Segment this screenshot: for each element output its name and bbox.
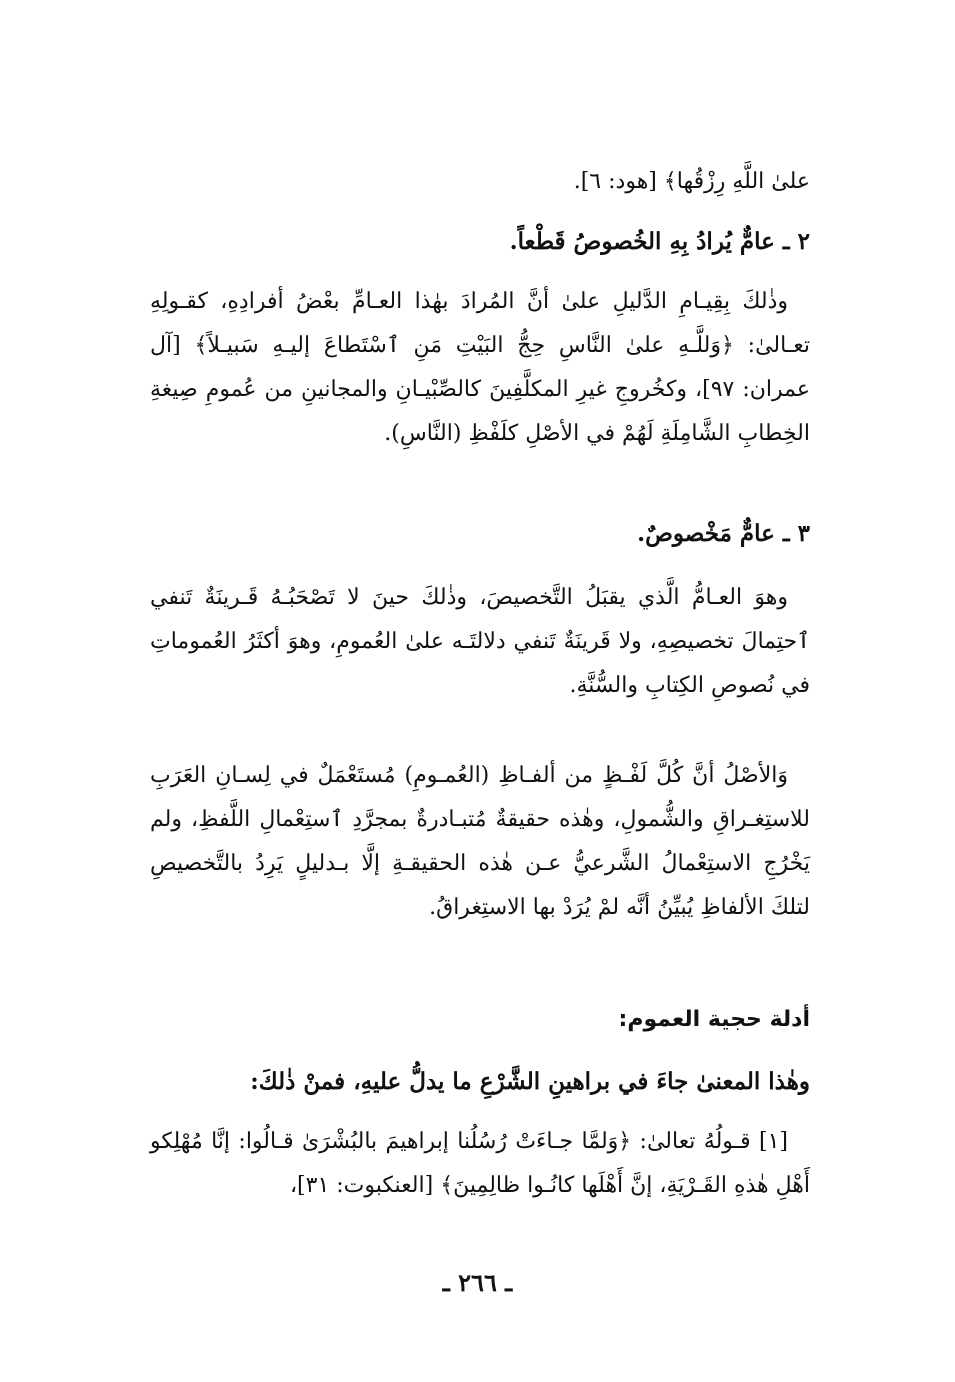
continuation-line: علىٰ اللَّهِ رِزْقُها﴾ [هود: ٦]. <box>573 169 810 194</box>
paragraph-evidence-one: [١] قـولُهُ تعالىٰ: ﴿وَلمَّا جـاءَتْ رُسُلُنا إبراهيمَ بالبُشْرَىٰ قـالُوا: إنَّا مُهْلِكو أَهْلِ هٰذهِ القَـرْيَةِ، إنَّ أَهْلَها كانُـوا ظالِمِينَ﴾ [العنكبوت: ٣١]، <box>150 1129 810 1198</box>
paragraph-restricted-general: وهوَ العـامُّ الَّذي يقبَلُ التَّخصيصَ، وذٰلكَ حينَ لا تَصْحَبُـهُ قَـرينَةٌ تَنفي ٱحتِمالَ تخصيصِهِ، ولا قَرينَةٌ تَنفي دلالتَـه علىٰ العُمومِ، وهوَ أكثَرُ العُموماتِ في نُصوصِ الكِتابِ والسُّنَّةِ. <box>150 585 810 698</box>
paragraph-specific-general: وذٰلكَ بِقِيـامِ الدَّليلِ علىٰ أنَّ المُرادَ بهٰذا العـامِّ بعْضُ أفرادِهِ، كقـولِهِ تعـالىٰ: ﴿وَللَّـهِ علىٰ النَّاسِ حِجُّ البَيْتِ مَنِ ٱسْتَطاعَ إليـهِ سَبيـلاً﴾ [آل عمران: ٩٧]، وكخُروجِ غيرِ المكلَّفِينَ كالصِّبْيـانِ والمجانينِ من عُمومِ صِيغةِ الخِطابِ الشَّامِلَةِ لَهُمْ في الأصْلِ كلَفْظِ (النَّاسِ). <box>150 289 810 446</box>
heading-specific-general: ٢ ـ عامٌّ يُرادُ بِهِ الخُصوصُ قَطْعاً. <box>509 228 810 255</box>
heading-evidence: أدلة حجية العموم: <box>618 1007 810 1032</box>
page-number: ـ ٢٦٦ ـ <box>442 1268 513 1297</box>
paragraph-principle: وَالأصْلُ أنَّ كُلَّ لَفْـظٍ من ألفـاظِ (العُمـومِ) مُستَعْمَلٌ في لِسـانِ العَرَبِ للاستِغـراقِ والشُّمولِ، وهٰذه حقيقةٌ مُتبـادرةٌ بمجرَّدِ ٱستِعْمالِ اللَّفظِ، ولم يَخْرُجِ الاستِعْمالُ الشَّرعيُّ عـن هٰذه الحقيقـةِ إلَّا بـدليلٍ يَرِدُ بالتَّخصيصِ لتلكَ الألفاظِ يُبيِّنُ أنَّه لمْ يُرَدْ بها الاستِغراقُ. <box>150 763 810 920</box>
heading-restricted-general: ٣ ـ عامٌّ مَخْصوصٌ. <box>637 520 810 547</box>
paragraph-intro-evidence: وهٰذا المعنىٰ جاءَ في براهينِ الشَّرْعِ ما يدلُّ عليهِ، فمنْ ذٰلكَ: <box>250 1068 810 1095</box>
